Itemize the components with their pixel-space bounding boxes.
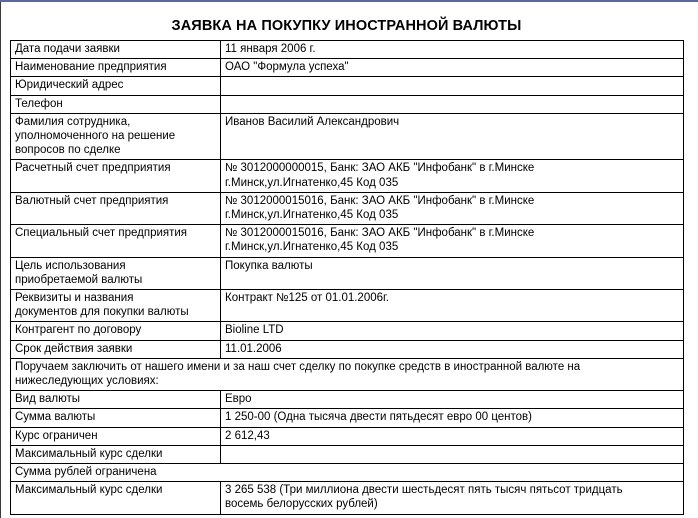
field-label-cell bbox=[11, 482, 221, 514]
field-value-cell bbox=[221, 257, 684, 289]
field-value-line: № 3012000000015, Банк: ЗАО АКБ "Инфобанк" в г.Минске bbox=[225, 162, 535, 175]
field-label-cell bbox=[11, 95, 221, 113]
field-label-cell bbox=[11, 340, 221, 358]
field-label-cell bbox=[11, 322, 221, 340]
field-label-line: Валютный счет предприятия bbox=[15, 194, 169, 207]
table-row bbox=[11, 358, 684, 390]
instruction-statement-cell bbox=[11, 358, 684, 390]
field-value-cell bbox=[221, 113, 684, 160]
currency-purchase-application-document bbox=[0, 2, 698, 518]
field-label-line: приобретаемой валюты bbox=[15, 273, 143, 286]
field-label-line: Специальный счет предприятия bbox=[15, 227, 188, 240]
field-value-cell bbox=[221, 391, 684, 409]
field-value-line: Иванов Василий Александрович bbox=[225, 115, 400, 128]
table-row bbox=[11, 113, 684, 160]
field-label-cell bbox=[11, 257, 221, 289]
field-value-cell bbox=[221, 409, 684, 427]
limit-note-cell-line: Сумма рублей ограничена bbox=[15, 466, 157, 479]
field-label-line: Цель использования bbox=[15, 259, 126, 272]
table-row bbox=[11, 391, 684, 409]
field-value-line: восемь белорусских рублей) bbox=[225, 498, 378, 511]
field-value-cell bbox=[221, 77, 684, 95]
field-value-line bbox=[225, 447, 679, 461]
field-label-line: Наименование предприятия bbox=[15, 61, 167, 74]
application-form-body bbox=[11, 41, 684, 515]
field-label-cell bbox=[11, 427, 221, 445]
field-value-line: Bioline LTD bbox=[225, 324, 284, 337]
field-value-cell bbox=[221, 225, 684, 257]
field-value-line: 2 612,43 bbox=[225, 429, 270, 442]
field-value-line: № 3012000015016, Банк: ЗАО АКБ "Инфобанк" в г.Минске bbox=[225, 194, 535, 207]
table-row bbox=[11, 482, 684, 514]
field-label-line: Контрагент по договору bbox=[15, 324, 142, 337]
table-row bbox=[11, 225, 684, 257]
field-label-cell bbox=[11, 113, 221, 160]
field-label-cell bbox=[11, 59, 221, 77]
field-label-cell bbox=[11, 225, 221, 257]
field-value-cell bbox=[221, 445, 684, 463]
field-value-line: Евро bbox=[225, 393, 252, 406]
field-value-line: г.Минск,ул.Игнатенко,45 Код 035 bbox=[225, 241, 399, 254]
field-value-line: г.Минск,ул.Игнатенко,45 Код 035 bbox=[225, 209, 399, 222]
field-label-cell bbox=[11, 77, 221, 95]
field-value-line: 3 265 538 (Три миллиона двести шестьдесят пять тысяч пятьсот тридцать bbox=[225, 484, 623, 497]
table-row bbox=[11, 427, 684, 445]
field-value-line: Покупка валюты bbox=[225, 259, 313, 272]
field-label-cell bbox=[11, 391, 221, 409]
field-value-cell bbox=[221, 160, 684, 192]
field-label-line: Юридический адрес bbox=[15, 79, 124, 92]
field-label-line: Телефон bbox=[15, 97, 63, 110]
table-row bbox=[11, 445, 684, 463]
field-value-cell bbox=[221, 340, 684, 358]
instruction-statement-cell-line: нижеследующих условиях: bbox=[15, 375, 159, 388]
field-value-cell bbox=[221, 59, 684, 77]
field-value-cell bbox=[221, 95, 684, 113]
field-value-cell bbox=[221, 41, 684, 59]
field-value-cell bbox=[221, 482, 684, 514]
table-row bbox=[11, 464, 684, 482]
field-label-cell bbox=[11, 409, 221, 427]
field-label-cell bbox=[11, 160, 221, 192]
field-label-line: Реквизиты и названия bbox=[15, 292, 134, 305]
field-label-line: Дата подачи заявки bbox=[15, 43, 120, 55]
table-row bbox=[11, 257, 684, 289]
field-label-line: Фамилия сотрудника, bbox=[15, 115, 131, 128]
field-value-cell bbox=[221, 427, 684, 445]
field-label-line: Сумма валюты bbox=[15, 411, 96, 424]
field-value-cell bbox=[221, 322, 684, 340]
field-value-cell bbox=[221, 192, 684, 224]
field-value-line bbox=[225, 97, 679, 111]
table-row bbox=[11, 290, 684, 322]
application-form-table bbox=[10, 40, 684, 515]
field-value-cell bbox=[221, 290, 684, 322]
field-label-line: документов для покупки валюты bbox=[15, 306, 189, 319]
field-label-cell bbox=[11, 290, 221, 322]
field-label-cell bbox=[11, 445, 221, 463]
field-value-line: 11.01.2006 bbox=[225, 342, 282, 355]
table-row bbox=[11, 160, 684, 192]
table-row bbox=[11, 59, 684, 77]
field-label-line: уполномоченного на решение bbox=[15, 130, 176, 143]
field-label-line: Максимальный курс сделки bbox=[15, 447, 163, 460]
field-value-line: 1 250-00 (Одна тысяча двести пятьдесят евро 00 центов) bbox=[225, 411, 532, 424]
limit-note-cell bbox=[11, 464, 684, 482]
table-row bbox=[11, 41, 684, 59]
table-row bbox=[11, 409, 684, 427]
table-row bbox=[11, 322, 684, 340]
field-value-line: г.Минск,ул.Игнатенко,45 Код 035 bbox=[225, 176, 399, 189]
field-label-line: Курс ограничен bbox=[15, 429, 98, 442]
field-label-cell bbox=[11, 192, 221, 224]
field-label-line: вопросов по сделке bbox=[15, 144, 121, 157]
field-label-cell bbox=[11, 41, 221, 59]
table-row bbox=[11, 95, 684, 113]
page-title: ЗАЯВКА НА ПОКУПКУ ИНОСТРАННОЙ ВАЛЮТЫ bbox=[171, 18, 522, 34]
field-label-line: Расчетный счет предприятия bbox=[15, 162, 171, 175]
field-value-line: № 3012000015016, Банк: ЗАО АКБ "Инфобанк" в г.Минске bbox=[225, 227, 535, 240]
field-label-line: Вид валюты bbox=[15, 393, 80, 406]
table-row bbox=[11, 77, 684, 95]
field-value-line: Контракт №125 от 01.01.2006г. bbox=[225, 292, 389, 305]
field-label-line: Срок действия заявки bbox=[15, 342, 133, 355]
field-value-line: 11 января 2006 г. bbox=[225, 43, 316, 55]
instruction-statement-cell-line: Поручаем заключить от нашего имени и за наш счет сделку по покупке средств в иностранной валюте на bbox=[15, 360, 581, 373]
field-value-line bbox=[225, 78, 679, 92]
table-row bbox=[11, 340, 684, 358]
table-row bbox=[11, 192, 684, 224]
field-label-line: Максимальный курс сделки bbox=[15, 484, 163, 497]
field-value-line: ОАО "Формула успеха" bbox=[225, 61, 349, 74]
